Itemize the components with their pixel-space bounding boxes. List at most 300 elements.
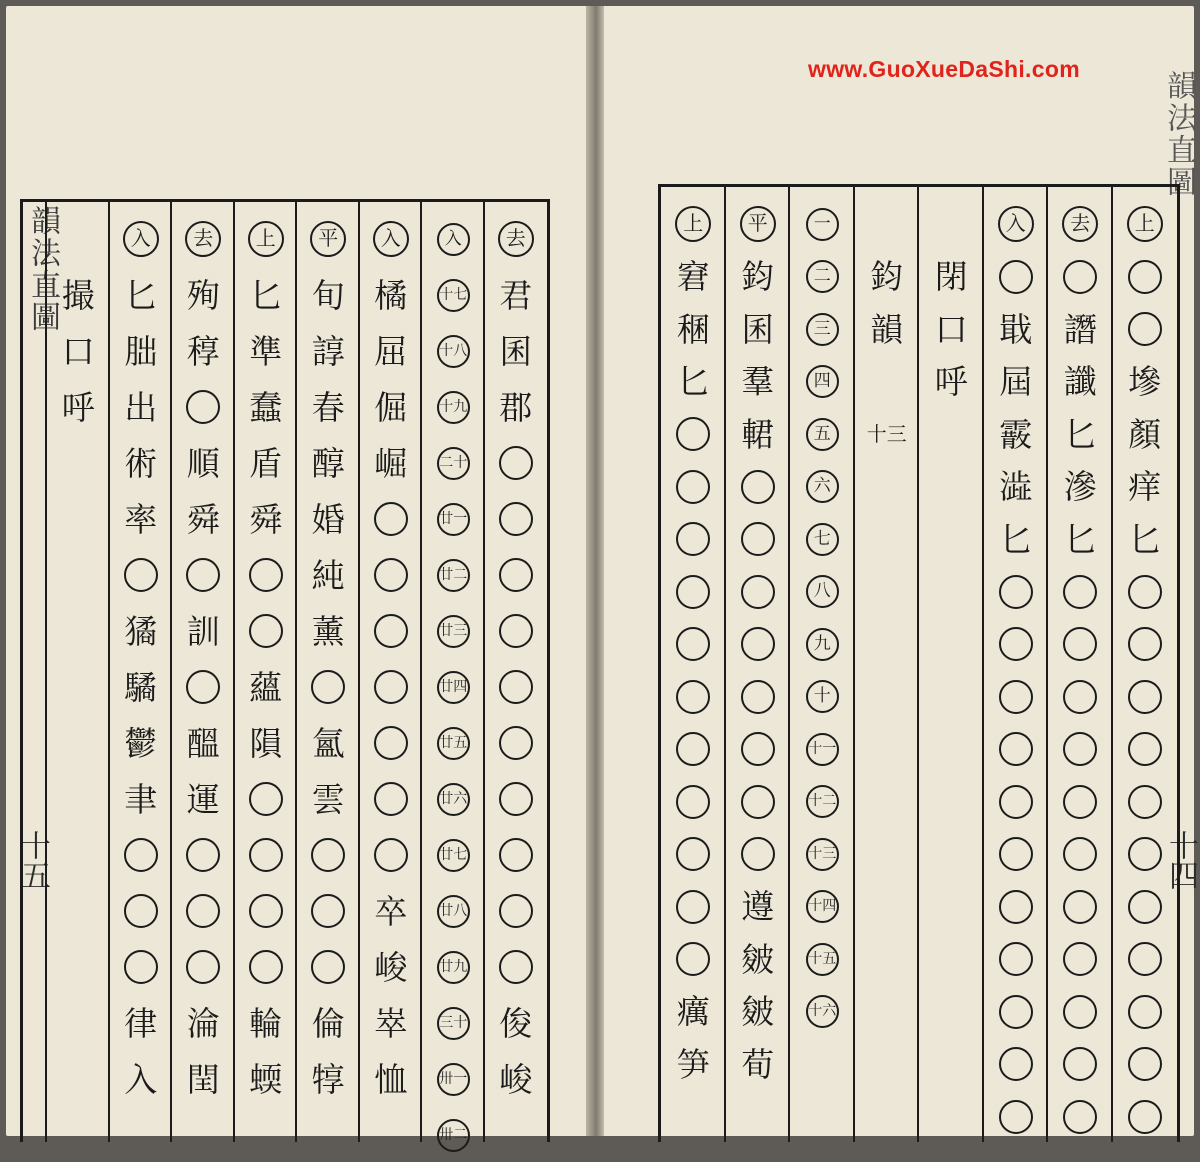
character: 呼 — [934, 362, 968, 401]
character: 輑 — [741, 414, 775, 454]
empty-circle-mark — [1128, 837, 1162, 871]
character: 匕 — [249, 275, 283, 315]
right_page-cell — [726, 722, 791, 776]
empty-circle-mark — [1128, 1100, 1162, 1134]
left_page-cell — [172, 996, 235, 1050]
right_page-cell — [919, 355, 984, 409]
right_page-cell — [661, 250, 726, 304]
right_page-cell — [726, 250, 791, 304]
empty-circle-mark — [676, 522, 710, 556]
right_page-column-3 — [917, 187, 984, 1142]
character: 訓 — [186, 611, 220, 651]
empty-circle-mark — [676, 942, 710, 976]
left_page-cell — [360, 604, 423, 658]
circled-number: 十三 — [806, 838, 839, 871]
left_page-cell — [110, 716, 173, 770]
left_page-cell — [110, 1052, 173, 1106]
empty-circle-mark — [311, 670, 345, 704]
left_page-cell — [297, 660, 360, 714]
left_page-cell — [235, 772, 298, 826]
circled-number: 四 — [806, 365, 839, 398]
empty-circle-mark — [741, 680, 775, 714]
right_page-cell — [661, 670, 726, 724]
empty-circle-mark — [186, 390, 220, 424]
character: 蝡 — [249, 1059, 283, 1099]
right_page-cell — [726, 355, 791, 409]
right_page-cell — [1048, 565, 1113, 619]
right_page-cell — [1113, 775, 1178, 829]
empty-circle-mark — [999, 942, 1033, 976]
empty-circle-mark — [124, 838, 158, 872]
right_page-cell — [1048, 355, 1113, 409]
circled-number: 廿五 — [437, 727, 470, 760]
left_page-cell — [485, 996, 548, 1050]
empty-circle-mark — [186, 670, 220, 704]
left_page-cell — [235, 1052, 298, 1106]
character: 荀 — [741, 1044, 775, 1084]
empty-circle-mark — [374, 558, 408, 592]
left_page-column-4 — [233, 202, 298, 1142]
left_page-cell — [422, 436, 485, 490]
left_page-cell — [360, 324, 423, 378]
circled-number: 十九 — [437, 391, 470, 424]
character: 俊 — [499, 1003, 533, 1043]
right_page-cell — [1113, 1090, 1178, 1144]
left_page-cell — [235, 548, 298, 602]
right_page-cell — [984, 617, 1049, 671]
character: 蠢 — [249, 387, 283, 427]
character: 屈 — [374, 331, 408, 371]
tone-marker: 平 — [310, 221, 346, 257]
empty-circle-mark — [999, 260, 1033, 294]
empty-circle-mark — [676, 837, 710, 871]
right_page-cell — [726, 932, 791, 986]
empty-circle-mark — [249, 558, 283, 592]
circled-number: 廿二 — [437, 559, 470, 592]
empty-circle-mark — [1063, 1047, 1097, 1081]
left_page-column-1 — [420, 202, 485, 1142]
right_page-cell — [1048, 932, 1113, 986]
left_page-cell — [297, 828, 360, 882]
left_page-cell — [485, 1052, 548, 1106]
left-table-frame — [20, 199, 550, 1142]
right_page-cell — [726, 880, 791, 934]
right_page-cell — [661, 985, 726, 1039]
left_page-cell — [360, 548, 423, 602]
left_page-cell — [360, 772, 423, 826]
circled-number: 十一 — [806, 733, 839, 766]
circled-number: 八 — [806, 575, 839, 608]
left_page-cell — [422, 604, 485, 658]
right_page-cell — [984, 985, 1049, 1039]
empty-circle-mark — [741, 522, 775, 556]
right_page-cell — [661, 302, 726, 356]
right_page-column-4 — [853, 187, 920, 1142]
right_page-cell — [661, 460, 726, 514]
character: 屆 — [999, 362, 1033, 401]
left_page-cell — [360, 996, 423, 1050]
left_page-cell — [485, 828, 548, 882]
right_page-cell — [726, 197, 791, 251]
left_page-cell — [172, 548, 235, 602]
right_page-cell — [1048, 827, 1113, 881]
empty-circle-mark — [999, 575, 1033, 609]
left_page-cell — [485, 436, 548, 490]
right_page-cell — [790, 932, 855, 986]
character: 郡 — [499, 387, 533, 427]
left_page-cell — [297, 268, 360, 322]
character: 癘 — [676, 992, 710, 1031]
character: 君 — [499, 275, 533, 315]
circled-number: 十二 — [806, 785, 839, 818]
left_page-cell — [297, 772, 360, 826]
left_page-cell — [235, 828, 298, 882]
left_page-cell — [422, 828, 485, 882]
character: 呼 — [61, 387, 95, 427]
left_page-cell — [360, 884, 423, 938]
empty-circle-mark — [1063, 627, 1097, 661]
character: 閏 — [186, 1059, 220, 1099]
character: 驈 — [124, 667, 158, 707]
right_page-cell — [1113, 302, 1178, 356]
character: 舜 — [249, 499, 283, 539]
character: 鈞 — [741, 257, 775, 296]
circled-number: 入 — [437, 223, 470, 256]
right_page-cell — [726, 1037, 791, 1091]
character: 皴 — [741, 992, 775, 1031]
left_page-cell — [360, 268, 423, 322]
left_page-cell — [485, 884, 548, 938]
right-margin-title: 韻法直圖 — [1161, 70, 1196, 198]
empty-circle-mark — [374, 614, 408, 648]
left_page-cell — [422, 884, 485, 938]
right_page-cell — [790, 512, 855, 566]
character: 律 — [124, 1003, 158, 1043]
right_page-cell — [790, 565, 855, 619]
empty-circle-mark — [499, 446, 533, 480]
right_page-cell — [1113, 932, 1178, 986]
right_page-cell — [1048, 460, 1113, 514]
right_page-cell — [790, 407, 855, 461]
tone-marker: 入 — [373, 221, 409, 257]
empty-circle-mark — [311, 894, 345, 928]
left_page-cell — [235, 268, 298, 322]
right_page-cell — [919, 197, 984, 251]
left_page-cell — [172, 1052, 235, 1106]
left_page-cell — [485, 380, 548, 434]
empty-circle-mark — [999, 785, 1033, 819]
circled-number: 廿三 — [437, 615, 470, 648]
circled-number: 十五 — [806, 943, 839, 976]
character: 匕 — [1128, 519, 1162, 559]
left_page-cell — [360, 940, 423, 994]
circled-number: 廿一 — [437, 503, 470, 536]
right_page-cell — [984, 1090, 1049, 1144]
right_page-cell — [855, 197, 920, 251]
empty-circle-mark — [249, 894, 283, 928]
book-gutter — [586, 6, 604, 1136]
empty-circle-mark — [999, 995, 1033, 1029]
left_page-cell — [422, 212, 485, 266]
character: 峻 — [374, 947, 408, 987]
character: 戢 — [999, 309, 1033, 349]
right_page-cell — [984, 722, 1049, 776]
circled-number: 三 — [806, 313, 839, 346]
empty-circle-mark — [999, 627, 1033, 661]
right_page-cell — [661, 407, 726, 461]
right_page-cell — [1113, 460, 1178, 514]
empty-circle-mark — [676, 680, 710, 714]
character: 舜 — [186, 499, 220, 539]
left_page-cell — [172, 604, 235, 658]
tone-marker: 平 — [740, 206, 776, 242]
empty-circle-mark — [124, 950, 158, 984]
empty-circle-mark — [499, 782, 533, 816]
right_page-cell — [855, 355, 920, 409]
empty-circle-mark — [676, 575, 710, 609]
left_page-column-6 — [108, 202, 173, 1142]
left_page-cell — [172, 268, 235, 322]
right_page-cell — [726, 565, 791, 619]
left_page-cell — [297, 1052, 360, 1106]
empty-circle-mark — [124, 558, 158, 592]
circled-number: 七 — [806, 523, 839, 556]
empty-circle-mark — [499, 726, 533, 760]
right_page-cell — [984, 302, 1049, 356]
empty-circle-mark — [249, 614, 283, 648]
right_page-cell — [984, 512, 1049, 566]
circled-number: 九 — [806, 628, 839, 661]
character: 橘 — [374, 275, 408, 315]
left_page-cell — [485, 772, 548, 826]
left_page-cell — [235, 324, 298, 378]
right_page-cell — [855, 302, 920, 356]
left_page-cell — [297, 212, 360, 266]
right_page-cell — [726, 670, 791, 724]
right_page-cell — [855, 250, 920, 304]
left_page-cell — [297, 324, 360, 378]
character: 匕 — [999, 519, 1033, 559]
left_page-cell — [360, 828, 423, 882]
left_page-cell — [172, 884, 235, 938]
right_page-cell — [1113, 617, 1178, 671]
left_page-cell — [172, 940, 235, 994]
right_page-cell — [984, 250, 1049, 304]
tone-marker: 上 — [1127, 206, 1163, 242]
right_page-cell — [984, 407, 1049, 461]
left_page-cell — [172, 660, 235, 714]
right_page-cell — [790, 985, 855, 1039]
empty-circle-mark — [1063, 260, 1097, 294]
character: 獝 — [124, 611, 158, 651]
circled-number: 三十 — [437, 1007, 470, 1040]
right_page-cell — [1048, 197, 1113, 251]
right_page-cell — [1113, 565, 1178, 619]
right_page-cell — [790, 617, 855, 671]
empty-circle-mark — [499, 502, 533, 536]
right_page-cell — [1048, 1090, 1113, 1144]
character: 術 — [124, 443, 158, 483]
left_page-cell — [110, 268, 173, 322]
right_page-cell — [790, 197, 855, 251]
character: 倔 — [374, 387, 408, 427]
character: 出 — [124, 387, 158, 427]
empty-circle-mark — [1128, 995, 1162, 1029]
left_page-cell — [110, 604, 173, 658]
circled-number: 十 — [806, 680, 839, 713]
empty-circle-mark — [374, 502, 408, 536]
left-margin-title: 韻法直圖 — [25, 205, 60, 333]
left_page-cell — [110, 324, 173, 378]
left_page-cell — [485, 324, 548, 378]
left_page-cell — [235, 660, 298, 714]
character: 鬱 — [124, 723, 158, 763]
empty-circle-mark — [1128, 627, 1162, 661]
character: 囷 — [741, 309, 775, 349]
empty-circle-mark — [999, 732, 1033, 766]
right_page-cell — [790, 827, 855, 881]
right_page-cell — [661, 355, 726, 409]
left_page-cell — [110, 436, 173, 490]
circled-number: 六 — [806, 470, 839, 503]
left_page-cell — [360, 660, 423, 714]
left_page-cell — [297, 996, 360, 1050]
left_page-cell — [422, 1052, 485, 1106]
character: 窘 — [676, 257, 710, 296]
empty-circle-mark — [249, 782, 283, 816]
empty-circle-mark — [186, 838, 220, 872]
character: 率 — [124, 499, 158, 539]
character: 朏 — [124, 331, 158, 371]
character: 殉 — [186, 275, 220, 315]
circled-number: 卅一 — [437, 1063, 470, 1096]
left_page-cell — [235, 884, 298, 938]
right_page-cell — [790, 670, 855, 724]
circled-number: 卅二 — [437, 1119, 470, 1152]
left_page-cell — [360, 1052, 423, 1106]
empty-circle-mark — [1063, 837, 1097, 871]
character: 口 — [61, 331, 95, 371]
circled-number: 廿六 — [437, 783, 470, 816]
right_page-cell — [661, 197, 726, 251]
character: 入 — [124, 1059, 158, 1099]
character: 滲 — [1063, 467, 1097, 506]
empty-circle-mark — [741, 732, 775, 766]
character: 十三 — [866, 422, 907, 446]
right_page-cell — [790, 302, 855, 356]
empty-circle-mark — [999, 1100, 1033, 1134]
tone-marker: 上 — [248, 221, 284, 257]
right_page-cell — [661, 1037, 726, 1091]
character: 犉 — [311, 1059, 345, 1099]
left_page-cell — [172, 716, 235, 770]
character: 蘊 — [249, 667, 283, 707]
left_page-cell — [110, 492, 173, 546]
left_page-cell — [297, 716, 360, 770]
right_page-cell — [984, 565, 1049, 619]
left_page-cell — [360, 212, 423, 266]
empty-circle-mark — [1063, 575, 1097, 609]
right_page-cell — [1113, 250, 1178, 304]
left_page-cell — [172, 324, 235, 378]
right_page-column-0 — [1111, 187, 1178, 1142]
character: 匕 — [1063, 414, 1097, 454]
left_page-cell — [235, 380, 298, 434]
tone-marker: 入 — [998, 206, 1034, 242]
empty-circle-mark — [374, 726, 408, 760]
character: 聿 — [124, 779, 158, 819]
empty-circle-mark — [499, 614, 533, 648]
character: 痒 — [1128, 467, 1162, 506]
left_page-cell — [47, 268, 110, 322]
right_page-cell — [1113, 407, 1178, 461]
character: 純 — [311, 555, 345, 595]
right_page-cell — [1048, 985, 1113, 1039]
right_page-cell — [661, 880, 726, 934]
character: 霰 — [999, 414, 1033, 454]
character: 倫 — [311, 1003, 345, 1043]
empty-circle-mark — [676, 890, 710, 924]
right_page-cell — [726, 460, 791, 514]
empty-circle-mark — [124, 894, 158, 928]
left_page-cell — [360, 436, 423, 490]
left_page-cell — [47, 324, 110, 378]
character: 笋 — [676, 1044, 710, 1084]
left_page-column-0 — [483, 202, 548, 1142]
left_page-cell — [297, 940, 360, 994]
right_page-cell — [1048, 407, 1113, 461]
left_page-cell — [110, 996, 173, 1050]
right_page-cell — [1048, 617, 1113, 671]
left_page-cell — [360, 492, 423, 546]
left_page-cell — [172, 828, 235, 882]
right_page-cell — [661, 512, 726, 566]
right_page-cell — [726, 827, 791, 881]
circled-number: 十六 — [806, 995, 839, 1028]
character: 醇 — [311, 443, 345, 483]
right_page-cell — [984, 880, 1049, 934]
left_page-cell — [110, 772, 173, 826]
left_page-cell — [110, 660, 173, 714]
empty-circle-mark — [374, 782, 408, 816]
right_page-cell — [984, 775, 1049, 829]
left_page-cell — [422, 324, 485, 378]
left_page-cell — [360, 716, 423, 770]
right_page-cell — [984, 1037, 1049, 1091]
character: 春 — [311, 387, 345, 427]
empty-circle-mark — [1063, 942, 1097, 976]
circled-number: 十七 — [437, 279, 470, 312]
empty-circle-mark — [311, 838, 345, 872]
circled-number: 廿四 — [437, 671, 470, 704]
left_page-column-7 — [45, 202, 110, 1142]
right_page-cell — [661, 827, 726, 881]
left_page-cell — [110, 380, 173, 434]
character: 諄 — [311, 331, 345, 371]
left_page-cell — [422, 492, 485, 546]
right_page-cell — [984, 670, 1049, 724]
right_page-cell — [726, 512, 791, 566]
character: 遵 — [741, 887, 775, 926]
empty-circle-mark — [1128, 1047, 1162, 1081]
circled-number: 二十 — [437, 447, 470, 480]
right_page-cell — [661, 617, 726, 671]
empty-circle-mark — [1063, 1100, 1097, 1134]
character: 澁 — [999, 467, 1033, 506]
right_page-cell — [726, 775, 791, 829]
character: 淪 — [186, 1003, 220, 1043]
empty-circle-mark — [499, 894, 533, 928]
